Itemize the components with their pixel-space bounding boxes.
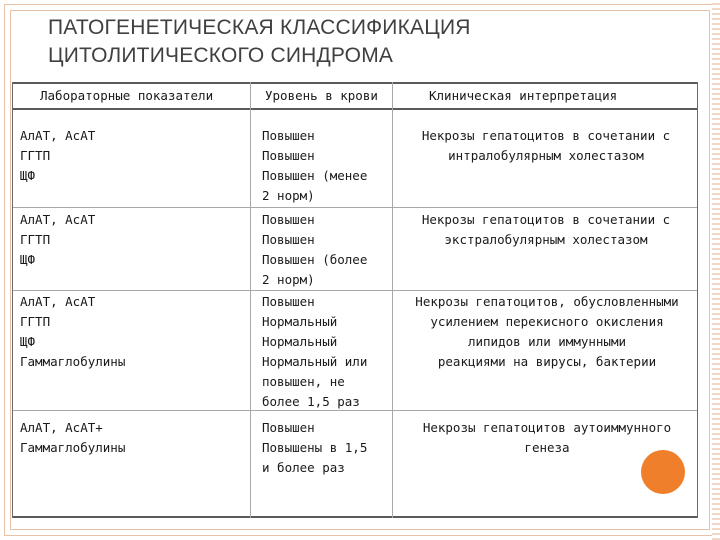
level-item: Повышен (более [262, 252, 368, 267]
interpretation-line: интралобулярным холестазом [448, 148, 644, 163]
table-left-edge [12, 82, 13, 518]
interpretation-line: экстралобулярным холестазом [444, 232, 648, 247]
row1-indicators [20, 126, 95, 186]
table-column-divider [250, 82, 251, 518]
classification-table [12, 82, 698, 518]
row2-levels [262, 210, 367, 290]
interpretation-line: реакциями на вирусы, бактерии [437, 354, 657, 369]
row2-interpretation [398, 210, 694, 250]
indicator-item: ГГТП [20, 314, 51, 329]
level-item: Нормальный [262, 314, 338, 329]
row1-levels [262, 126, 367, 206]
indicator-item: АлАТ, АсАТ+ [20, 420, 103, 435]
row2-indicators [20, 210, 95, 270]
decorative-orange-circle [641, 450, 685, 494]
slide-right-border-pattern [712, 0, 720, 540]
level-item: и более раз [262, 460, 345, 475]
indicator-item: АлАТ, АсАТ [20, 294, 96, 309]
level-item: более 1,5 раз [262, 394, 360, 409]
level-item: Повышены в 1,5 [262, 440, 368, 455]
row1-interpretation [398, 126, 694, 166]
level-item: Повышен (менее [262, 168, 368, 183]
slide-title-line: ЦИТОЛИТИЧЕСКОГО СИНДРОМА [48, 44, 394, 67]
row3-levels [262, 292, 367, 412]
slide-title-line: ПАТОГЕНЕТИЧЕСКАЯ КЛАССИФИКАЦИЯ [48, 16, 471, 39]
indicator-item: ГГТП [20, 232, 51, 247]
level-item: повышен, не [262, 374, 345, 389]
level-item: 2 норм) [262, 188, 315, 203]
table-top-rule [12, 82, 698, 84]
indicator-item: Гаммаглобулины [20, 440, 126, 455]
table-row-divider [12, 290, 698, 291]
interpretation-line: Некрозы гепатоцитов в сочетании с [421, 212, 671, 227]
indicator-item: ЩФ [20, 168, 36, 183]
level-item: Повышен [262, 212, 315, 227]
interpretation-line: Некрозы гепатоцитов в сочетании с [421, 128, 671, 143]
table-bottom-rule [12, 516, 698, 518]
interpretation-line: генеза [524, 440, 570, 455]
header-blood-level: Уровень в крови [265, 88, 378, 103]
indicator-item: ЩФ [20, 252, 36, 267]
level-item: 2 норм) [262, 272, 315, 287]
table-header-rule [12, 108, 698, 110]
table-right-edge [697, 82, 698, 518]
interpretation-line: Некрозы гепатоцитов аутоиммунного [422, 420, 672, 435]
level-item: Нормальный [262, 334, 338, 349]
table-row-divider [12, 207, 698, 208]
row3-indicators [20, 292, 125, 372]
table-column-divider [392, 82, 393, 518]
slide-title [48, 14, 608, 70]
interpretation-line: Некрозы гепатоцитов, обусловленными [415, 294, 679, 309]
interpretation-line: липидов или иммунными [467, 334, 627, 349]
level-item: Повышен [262, 420, 315, 435]
indicator-item: АлАТ, АсАТ [20, 128, 96, 143]
level-item: Повышен [262, 148, 315, 163]
row3-interpretation [398, 292, 696, 372]
level-item: Повышен [262, 128, 315, 143]
indicator-item: ЩФ [20, 334, 36, 349]
header-clinical-interpretation: Клиническая интерпретация [429, 88, 618, 103]
row4-indicators [20, 418, 125, 458]
indicator-item: ГГТП [20, 148, 51, 163]
level-item: Повышен [262, 294, 315, 309]
header-lab-indicators: Лабораторные показатели [40, 88, 214, 103]
indicator-item: АлАТ, АсАТ [20, 212, 96, 227]
interpretation-line: усилением перекисного окисления [430, 314, 664, 329]
row4-levels [262, 418, 367, 478]
level-item: Повышен [262, 232, 315, 247]
level-item: Нормальный или [262, 354, 368, 369]
indicator-item: Гаммаглобулины [20, 354, 126, 369]
